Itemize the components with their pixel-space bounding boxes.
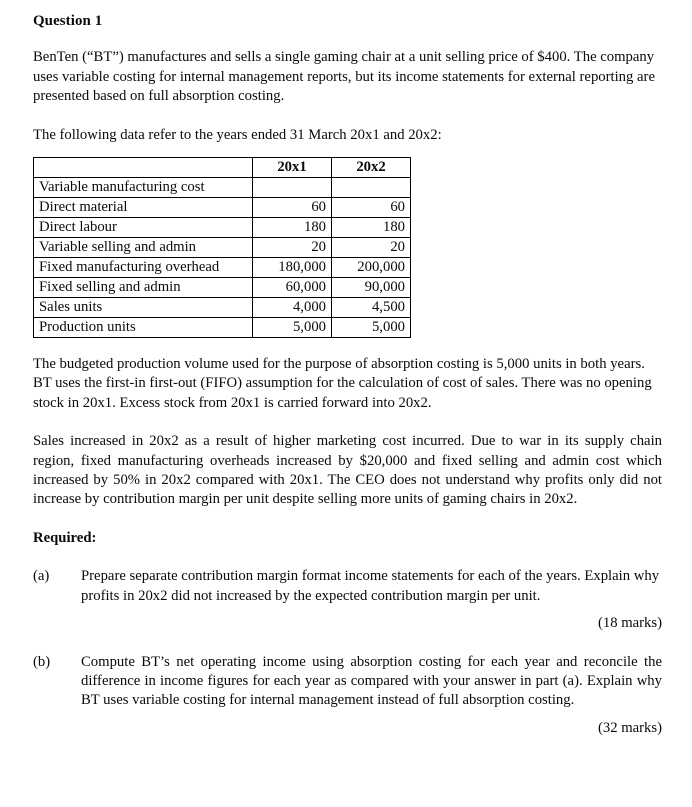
required-heading: Required: [33,529,97,546]
row-value-20x2: 20 [332,238,411,258]
table-header-20x1: 20x1 [253,158,332,178]
intro-paragraph: BenTen (“BT”) manufactures and sells a single gaming chair at a unit selling price of $400. The company uses variable costing for internal management reports, but its income statements for external reporting are presented based on full absorption costing. [33,49,655,105]
document-page [33,0,662,738]
row-label: Sales units [34,298,253,318]
row-value-20x2: 5,000 [332,318,411,338]
table-row [34,178,411,198]
table-header-blank [34,158,253,178]
row-value-20x1: 60 [253,198,332,218]
row-label: Production units [34,318,253,338]
row-value-20x1: 60,000 [253,278,332,298]
row-label: Variable manufacturing cost [34,178,253,198]
row-value-20x2 [332,178,411,198]
requirement-label-a: (a) [33,568,50,585]
table-row [34,278,411,298]
page-title: Question 1 [33,13,103,29]
requirement-text-a: Prepare separate contribution margin format income statements for each of the years. Explain why profits in 20x2 did not increased by the expected contribution margin per unit. [81,568,660,604]
requirement-label-b: (b) [33,653,51,670]
table-header-20x2: 20x2 [332,158,411,178]
row-value-20x1: 180 [253,218,332,238]
table-row [34,258,411,278]
requirement-text-b: Compute BT’s net operating income using absorption costing for each year and reconcile the difference in income figures for each year as compared with your answer in part (a). Explain why BT uses variable costing for internal management instead of full absorption costing. [81,653,662,709]
requirement-marks-a: (18 marks) [597,615,662,632]
table-body [34,178,411,338]
table-row [34,318,411,338]
row-label: Fixed selling and admin [34,278,253,298]
requirement-item-a [33,567,662,606]
row-value-20x2: 4,500 [332,298,411,318]
cost-data-table [33,157,411,338]
row-value-20x1: 20 [253,238,332,258]
row-value-20x2: 200,000 [332,258,411,278]
table-row [34,198,411,218]
row-label: Fixed manufacturing overhead [34,258,253,278]
row-label: Direct material [34,198,253,218]
row-label: Direct labour [34,218,253,238]
row-value-20x1: 5,000 [253,318,332,338]
table-row [34,238,411,258]
after-table-paragraph: The budgeted production volume used for the purpose of absorption costing is 5,000 units in both years. BT uses the first-in first-out (FIFO) assumption for the calculation of cost of sales. There was no opening stock in 20x1. Excess stock from 20x1 is carried forward into 20x2. [33,356,652,411]
row-value-20x1 [253,178,332,198]
row-value-20x1: 4,000 [253,298,332,318]
row-value-20x2: 90,000 [332,278,411,298]
row-value-20x2: 60 [332,198,411,218]
table-row [34,218,411,238]
data-lead-in-paragraph: The following data refer to the years ended 31 March 20x1 and 20x2: [33,126,442,143]
table-row [34,298,411,318]
requirement-marks-b: (32 marks) [597,719,662,736]
requirement-item-b [33,653,662,711]
table-header-row [34,158,411,178]
row-value-20x2: 180 [332,218,411,238]
context-paragraph: Sales increased in 20x2 as a result of higher marketing cost incurred. Due to war in its supply chain region, fixed manufacturing overheads increased by $20,000 and fixed selling and admin cost which increased by 50% in 20x2 compared with 20x1. The CEO does not understand why profits only did not increase by contribution margin per unit despite selling more units of gaming chairs in 20x2. [33,433,662,508]
row-value-20x1: 180,000 [253,258,332,278]
row-label: Variable selling and admin [34,238,253,258]
